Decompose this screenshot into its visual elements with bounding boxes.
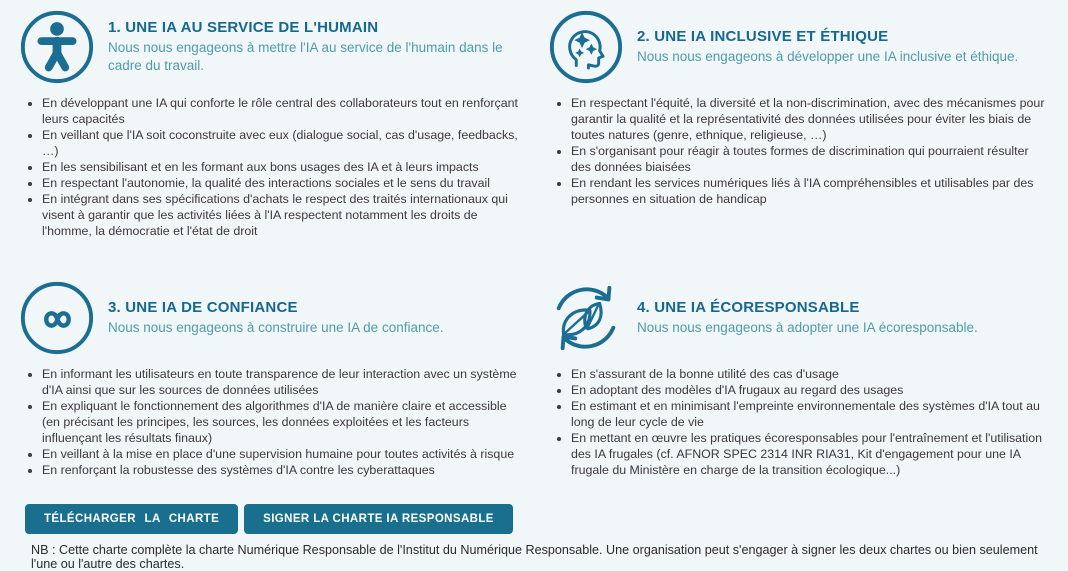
section-title: 1. UNE IA AU SERVICE DE L'HUMAIN — [108, 18, 379, 36]
section-humain — [18, 8, 521, 239]
bullet-item: • En s'organisant pour réagir à toutes formes de discrimination qui pourraient résulter des données biaisées — [571, 143, 1050, 175]
section-humain-titles — [108, 19, 521, 75]
section-title: 3. UNE IA DE CONFIANCE — [108, 298, 298, 316]
eco-leaves-recycle-icon — [547, 279, 625, 357]
infinity-trust-icon — [18, 279, 96, 357]
bullet-item: • En veillant que l'IA soit coconstruite avec eux (dialogue social, cas d'usage, feedbacks, …) — [42, 127, 521, 159]
section-humain-header — [18, 8, 521, 86]
inclusive-head-sparkles-icon — [547, 8, 625, 86]
section-inclusive-bullets — [547, 95, 1050, 207]
section-subtitle: Nous nous engageons à mettre l'IA au service de l'humain dans le cadre du travail. — [108, 39, 503, 73]
bullet-item: • En les sensibilisant et en les formant aux bons usages des IA et à leurs impacts — [42, 159, 521, 175]
bullet-item: • En renforçant la robustesse des systèmes d'IA contre les cyberattaques — [42, 462, 521, 478]
footer — [0, 478, 1068, 571]
section-inclusive-titles — [637, 28, 1050, 66]
sections-grid — [0, 8, 1068, 478]
sign-charter-button[interactable]: SIGNER LA CHARTE IA RESPONSABLE — [244, 504, 513, 534]
bullet-item: • En informant les utilisateurs en toute transparence de leur interaction avec un système d'IA ainsi que sur les sources de données utilisées — [42, 366, 521, 398]
bullet-item: • En expliquant le fonctionnement des algorithmes d'IA de manière claire et accessible (en précisant les principes, les sources, les données exploitées et les facteurs influençant les résultats finaux) — [42, 398, 521, 446]
bullet-item: • En respectant l'équité, la diversité et la non-discrimination, avec des mécanismes pour garantir la qualité et la représentativité des données utilisées pour éviter les biais de toutes natures (genre, ethnique, religieuse, …) — [571, 95, 1050, 143]
section-ecoresponsable-bullets — [547, 366, 1050, 478]
section-confiance — [18, 279, 521, 478]
section-confiance-titles — [108, 299, 521, 337]
section-ecoresponsable-titles — [637, 299, 1050, 337]
accessibility-icon — [18, 8, 96, 86]
section-inclusive — [547, 8, 1050, 239]
section-title: 2. UNE IA INCLUSIVE ET ÉTHIQUE — [637, 27, 889, 45]
bullet-item: • En rendant les services numériques liés à l'IA compréhensibles et utilisables par des personnes en situation de handicap — [571, 175, 1050, 207]
section-inclusive-header — [547, 8, 1050, 86]
bullet-item: • En s'assurant de la bonne utilité des cas d'usage — [571, 366, 1050, 382]
section-confiance-header — [18, 279, 521, 357]
nb-note: NB : Cette charte complète la charte Numérique Responsable de l'Institut du Numérique Responsable. Une organisation peut s'engager à signer les deux chartes ou bien seulement l'une ou l'autre des chartes. — [31, 543, 1038, 571]
section-confiance-bullets — [18, 366, 521, 478]
section-subtitle: Nous nous engageons à construire une IA de confiance. — [108, 319, 444, 335]
bullet-item: • En adoptant des modèles d'IA frugaux au regard des usages — [571, 382, 1050, 398]
button-row — [25, 504, 1068, 534]
section-humain-bullets — [18, 95, 521, 239]
bullet-item: • En mettant en œuvre les pratiques écoresponsables pour l'entraînement et l'utilisation des IA frugales (cf. AFNOR SPEC 2314 INR RIA31, Kit d'engagement pour une IA frugale du Ministère en charge de la transition écologique...) — [571, 430, 1050, 478]
bullet-item: • En estimant et en minimisant l'empreinte environnementale des systèmes d'IA tout au long de leur cycle de vie — [571, 398, 1050, 430]
section-subtitle: Nous nous engageons à adopter une IA écoresponsable. — [637, 319, 978, 335]
section-title: 4. UNE IA ÉCORESPONSABLE — [637, 298, 860, 316]
section-ecoresponsable — [547, 279, 1050, 478]
bullet-item: • En veillant à la mise en place d'une supervision humaine pour toutes activités à risque — [42, 446, 521, 462]
section-subtitle: Nous nous engageons à développer une IA inclusive et éthique. — [637, 48, 1019, 64]
bullet-item: • En intégrant dans ses spécifications d'achats le respect des traités internationaux qui visent à garantir que les activités liées à l'IA respectent notamment les droits de l'homme, la démocratie et l'état de droit — [42, 191, 521, 239]
section-ecoresponsable-header — [547, 279, 1050, 357]
bullet-item: • En développant une IA qui conforte le rôle central des collaborateurs tout en renforçant leurs capacités — [42, 95, 521, 127]
bullet-item: • En respectant l'autonomie, la qualité des interactions sociales et le sens du travail — [42, 175, 521, 191]
download-charter-button[interactable]: TÉLÉCHARGER LA CHARTE — [25, 504, 238, 534]
